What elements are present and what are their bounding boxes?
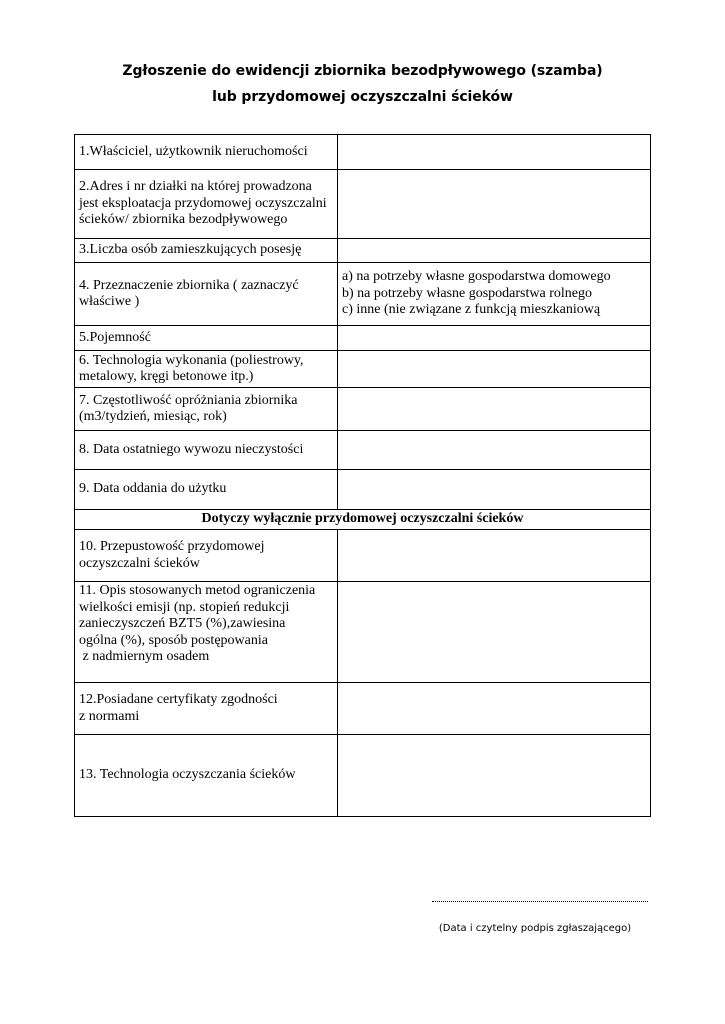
throughput-input-cell[interactable] bbox=[338, 530, 651, 582]
row-label-address: 2.Adres i nr działki na której prowadzona jest eksploatacja przydomowej oczyszczalni ścieków/ zbiornika bezodpływowego bbox=[75, 170, 338, 239]
residents-input-cell[interactable] bbox=[338, 239, 651, 263]
row-label-certificates bbox=[75, 683, 338, 735]
row-label-residents: 3.Liczba osób zamieszkujących posesję bbox=[75, 239, 338, 263]
certificates-line: 12.Posiadane certyfikaty zgodności bbox=[79, 692, 278, 707]
technology-input-cell[interactable] bbox=[338, 351, 651, 388]
table-row bbox=[75, 735, 651, 817]
table-row bbox=[75, 135, 651, 170]
address-input-cell[interactable] bbox=[338, 170, 651, 239]
capacity-input-cell[interactable] bbox=[338, 326, 651, 351]
table-row bbox=[75, 470, 651, 510]
purpose-options-cell bbox=[338, 263, 651, 326]
emission-methods-line: z nadmiernym osadem bbox=[79, 649, 210, 664]
row-label-last-removal: 8. Data ostatniego wywozu nieczystości bbox=[75, 431, 338, 470]
purpose-option-b[interactable]: b) na potrzeby własne gospodarstwa rolnego bbox=[342, 285, 592, 301]
table-row bbox=[75, 510, 651, 530]
row-label-owner: 1.Właściciel, użytkownik nieruchomości bbox=[75, 135, 338, 170]
table-row bbox=[75, 431, 651, 470]
section-header: Dotyczy wyłącznie przydomowej oczyszczalni ścieków bbox=[75, 510, 651, 530]
emission-methods-input-cell[interactable] bbox=[338, 582, 651, 683]
row-label-technology: 6. Technologia wykonania (poliestrowy, metalowy, kręgi betonowe itp.) bbox=[75, 351, 338, 388]
purpose-option-c[interactable]: c) inne (nie związane z funkcją mieszkaniową bbox=[342, 302, 601, 318]
row-label-purpose: 4. Przeznaczenie zbiornika ( zaznaczyć właściwe ) bbox=[75, 263, 338, 326]
emission-methods-line: wielkości emisji (np. stopień redukcji bbox=[79, 599, 290, 615]
page-title: Zgłoszenie do ewidencji zbiornika bezodpływowego (szamba) bbox=[122, 63, 603, 79]
last-removal-input-cell[interactable] bbox=[338, 431, 651, 470]
emission-methods-line: ogólna (%), sposób postępowania bbox=[79, 632, 268, 648]
row-label-frequency: 7. Częstotliwość opróżniania zbiornika (m3/tydzień, miesiąc, rok) bbox=[75, 388, 338, 431]
row-label-throughput: 10. Przepustowość przydomowej oczyszczalni ścieków bbox=[75, 530, 338, 582]
page-subtitle: lub przydomowej oczyszczalni ścieków bbox=[212, 89, 513, 105]
treatment-technology-input-cell[interactable] bbox=[338, 735, 651, 817]
table-row bbox=[75, 530, 651, 582]
signature-line[interactable] bbox=[432, 895, 648, 902]
row-label-treatment-technology: 13. Technologia oczyszczania ścieków bbox=[75, 735, 338, 817]
purpose-option-a[interactable]: a) na potrzeby własne gospodarstwa domowego bbox=[342, 269, 611, 285]
table-row bbox=[75, 326, 651, 351]
table-row bbox=[75, 683, 651, 735]
owner-input-cell[interactable] bbox=[338, 135, 651, 170]
signature-label: (Data i czytelny podpis zgłaszającego) bbox=[438, 923, 632, 934]
certificates-line: z normami bbox=[79, 708, 140, 724]
row-label-commissioning-date: 9. Data oddania do użytku bbox=[75, 470, 338, 510]
table-row bbox=[75, 239, 651, 263]
table-row bbox=[75, 388, 651, 431]
table-row bbox=[75, 170, 651, 239]
table-row bbox=[75, 351, 651, 388]
emission-methods-line: 11. Opis stosowanych metod ograniczenia bbox=[79, 583, 316, 598]
row-label-capacity: 5.Pojemność bbox=[75, 326, 338, 351]
registration-form-table bbox=[74, 134, 651, 817]
row-label-emission-methods bbox=[75, 582, 338, 683]
table-row bbox=[75, 582, 651, 683]
commissioning-date-input-cell[interactable] bbox=[338, 470, 651, 510]
frequency-input-cell[interactable] bbox=[338, 388, 651, 431]
certificates-input-cell[interactable] bbox=[338, 683, 651, 735]
table-row bbox=[75, 263, 651, 326]
emission-methods-line: zanieczyszczeń BZT5 (%),zawiesina bbox=[79, 616, 286, 631]
